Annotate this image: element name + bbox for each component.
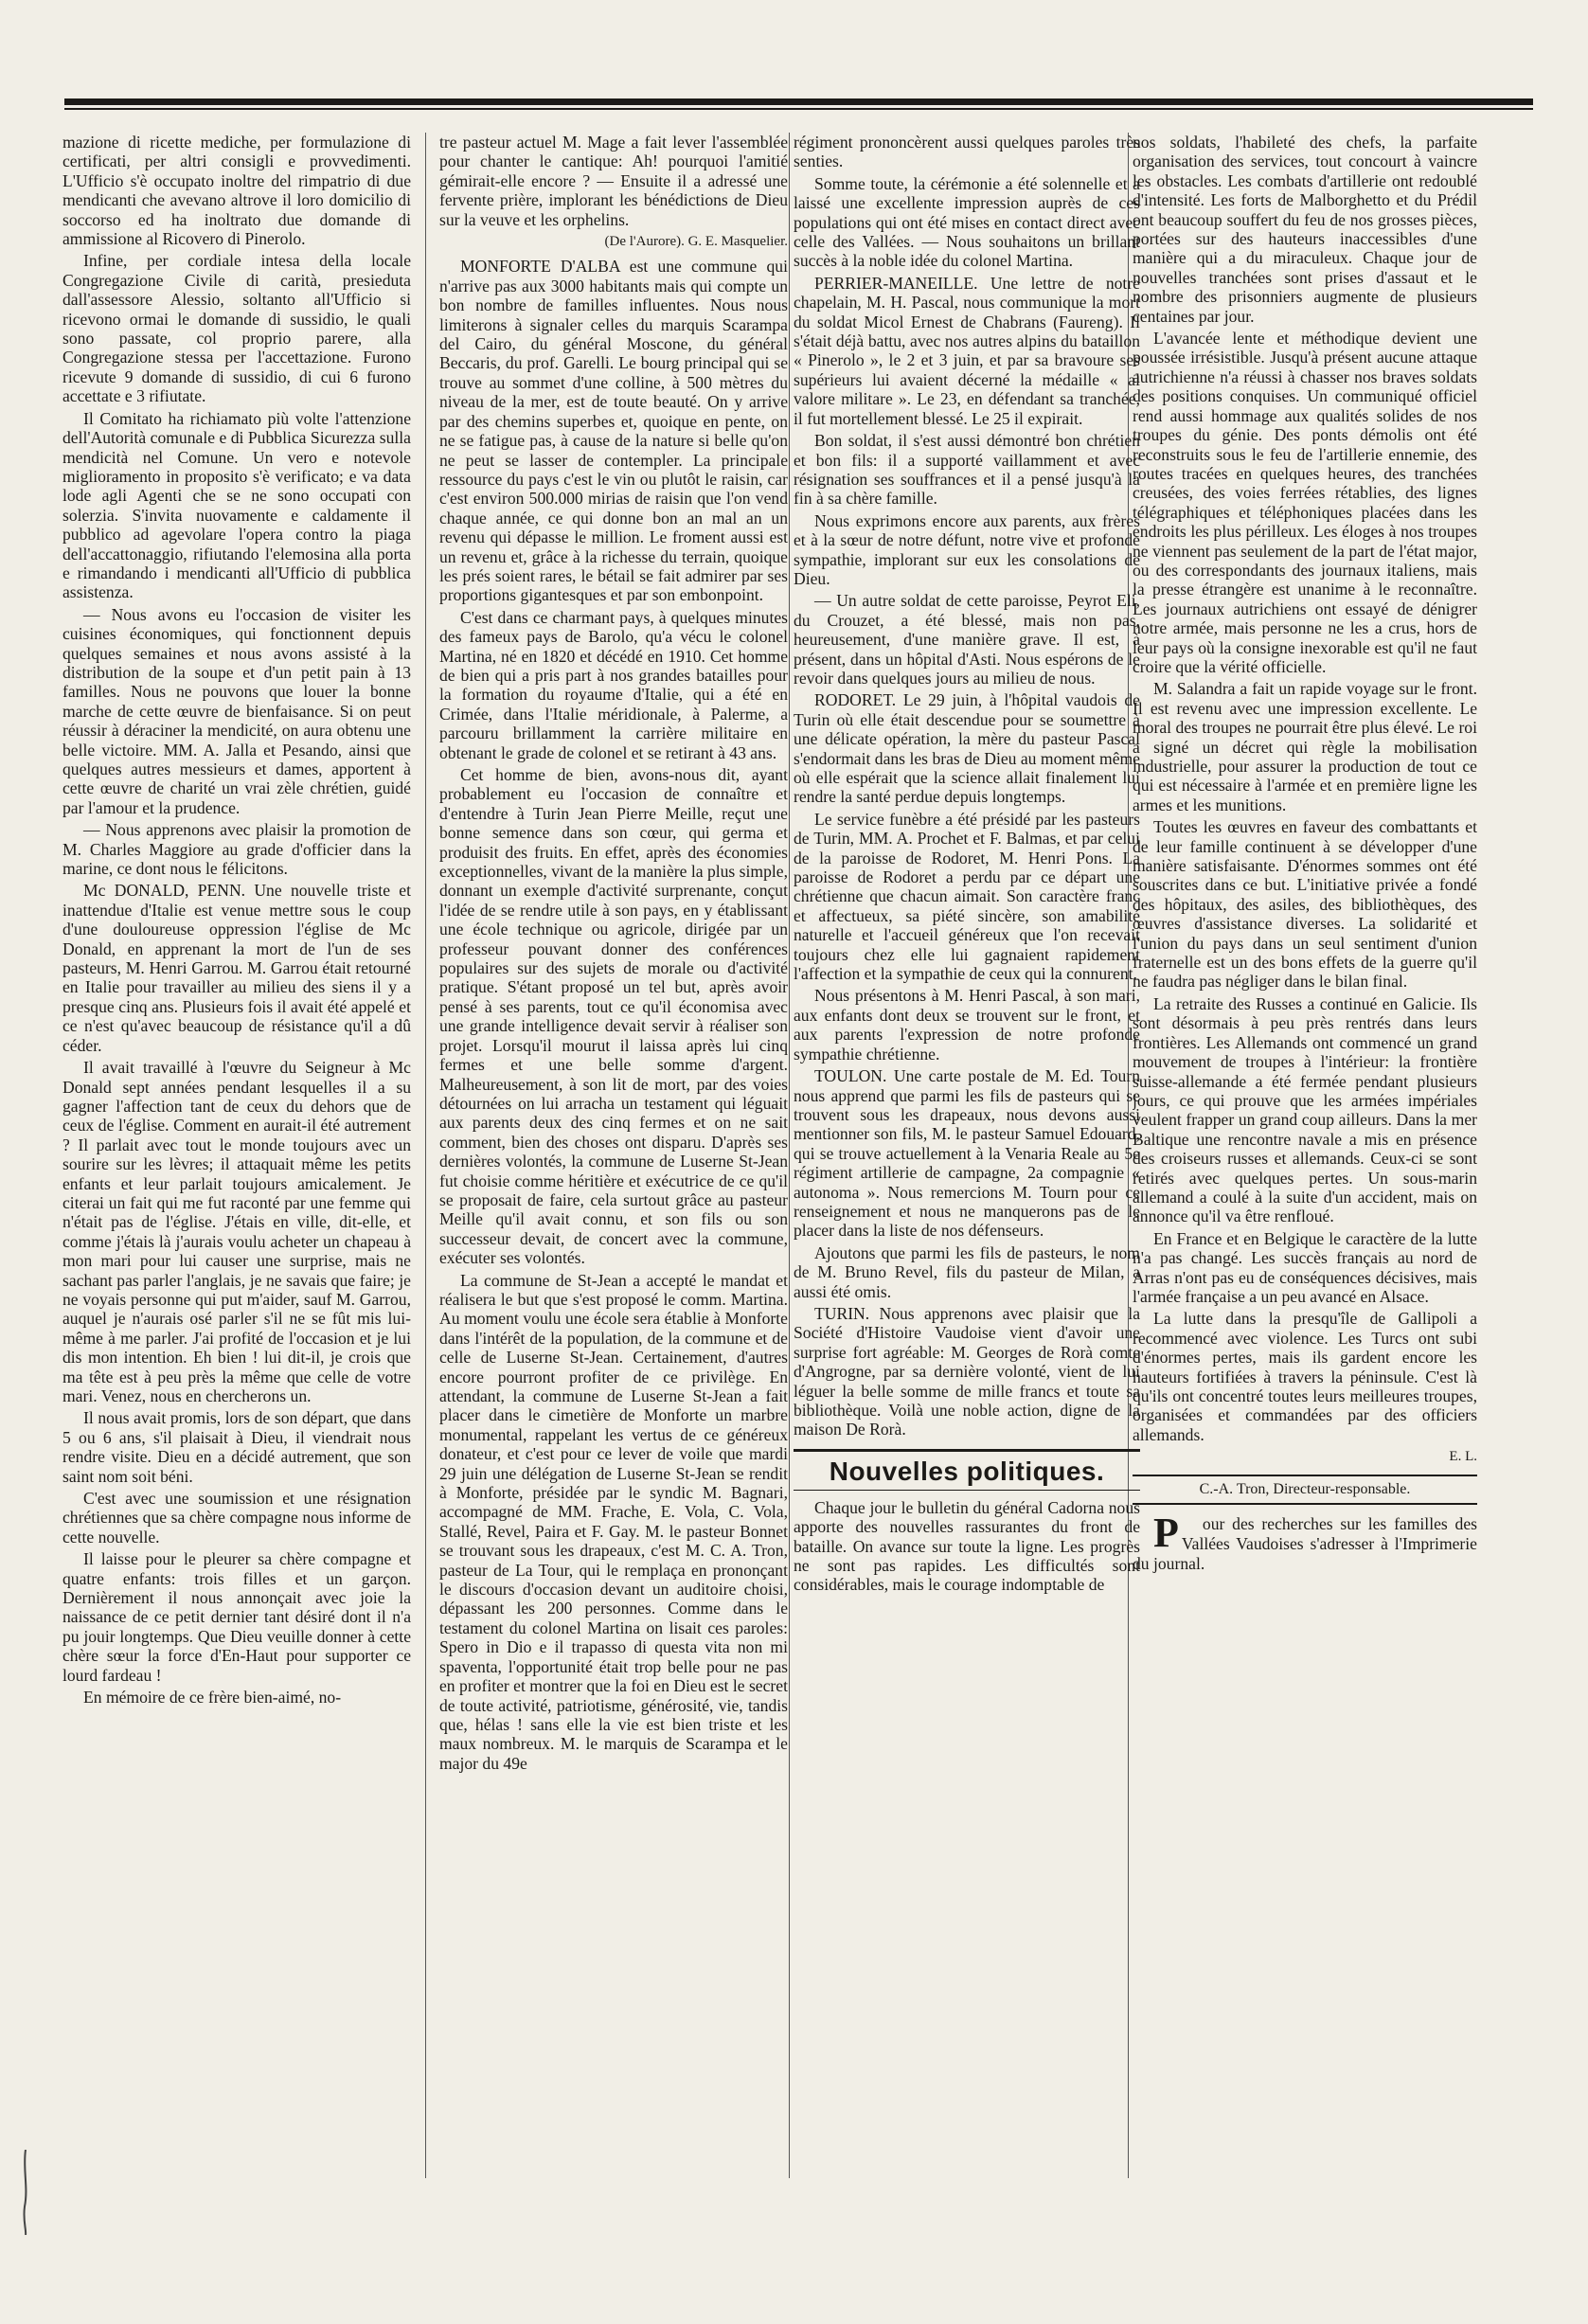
paragraph: TURIN. Nous apprenons avec plaisir que la Société d'Histoire Vaudoise vient d'avoir une surprise fort agréable: M. Georges de Rorà comte d'Angrogne, par sa dernière volonté, vient de lui léguer la belle somme de mille francs et toute sa bibliothèque. Voilà une noble action, digne de la maison De Rorà. (794, 1303, 1140, 1439)
paragraph: M. Salandra a fait un rapide voyage sur le front. Il est revenu avec une impression excellente. Le moral des troupes ne pourrait être plus élevé. Le roi a signé un décret qui règle la mobilisation industrielle, pour assurer la production de tout ce qui est nécessaire à l'armée et en première ligne les armes et les munitions. (1133, 679, 1477, 814)
drop-cap: P (1153, 1510, 1179, 1557)
paragraph: La commune de St-Jean a accepté le mandat et réalisera le but que s'est proposé le comm. Martina. Au moment voulu une école sera établie à Monforte dans l'intérêt de la population, de la commune et de celle de Luserne St-Jean. Certainement, d'autres encore pourront profiter de ce privilège. En attendant, la commune de Luserne St-Jean a fait placer dans le cimetière de Monforte un marbre monumental, rappelant les vertus de ce généreux donateur, et c'est pour ce lever de voile que mardi 29 juin une délégation de Luserne St-Jean se rendit à Monforte, présidée par le syndic M. Bagnari, accompagné de MM. Frache, E. Vola, C. Vola, Stallé, Revel, Paira et F. Gay. M. le pasteur Bonnet se trouvant sous les drapeaux, c'est M. C. A. Tron, pasteur de La Tour, qui le remplaça en prononçant le discours d'occasion devant un auditoire choisi, dépassant les 200 personnes. Comme dans le testament du colonel Martina on lisait ces paroles: Spero in Dio e il trapasso di questa vita non mi spaventa, l'opportunité était trop belle pour ne pas en profiter et montrer que la foi en Dieu est le secret de toute activité, patriotisme, générosité, vie, tandis que, hélas ! sans elle la vie est bien triste et les maux nombreux. M. le marquis de Scarampa et le major du 49e (439, 1270, 788, 1773)
advertisement (1133, 1510, 1477, 1574)
paragraph: Nous présentons à M. Henri Pascal, à son mari, aux enfants dont deux se trouvent sur le front, et aux parents l'expression de notre profonde sympathie chrétienne. (794, 986, 1140, 1064)
paragraph: tre pasteur actuel M. Mage a fait lever l'assemblée pour chanter le cantique: Ah! pourquoi l'amitié gémirait-elle encore ? — Ensuite il a adressé une fervente prière, implorant les bénédictions de Dieu sur la veuve et les orphelins. (439, 133, 788, 229)
paragraph: C'est dans ce charmant pays, à quelques minutes des fameux pays de Barolo, qu'a vécu le colonel Martina, né en 1820 et décédé en 1910. Cet homme de bien qui a pris part à nos grandes batailles pour la formation du royaume d'Italie, qui a été en Crimée, dans l'Italie méridionale, à Palerme, a parcouru brillamment la carrière militaire en obtenant le grade de colonel et se retirant à 43 ans. (439, 607, 788, 762)
paragraph: Toutes les œuvres en faveur des combattants et de leur famille continuent à se développer d'une manière satisfaisante. D'énormes sommes ont été souscrites dans ce but. L'initiative privée a fondé des hôpitaux, des asiles, des bibliothèques, des œuvres d'assistance diverses. La solidarité et l'union du pays dans un seul sentiment d'union fraternelle est un des bons effets de la guerre qu'il ne faudra pas négliger dans le bilan final. (1133, 817, 1477, 992)
column-divider (425, 133, 426, 2178)
paragraph: Le service funèbre a été présidé par les pasteurs de Turin, MM. A. Prochet et F. Balmas, et par celui de la paroisse de Rodoret, M. Henri Pons. La paroisse de Rodoret a perdu par ce départ une chrétienne que chacun aimait. Son caractère franc et affectueux, sa piété sincère, son amabilité naturelle et l'accueil généreux que l'on recevait toujours chez elle lui gagnaient rapidement l'affection et la sympathie de ceux qui la connurent. (794, 809, 1140, 984)
paragraph: TOULON. Une carte postale de M. Ed. Tourn nous apprend que parmi les fils de pasteurs qui se trouvent sous les drapeaux, nous devons aussi mentionner son fils, M. le pasteur Samuel Edouard, qui se trouve actuellement à la Venaria Reale au 5e régiment artillerie de campagne, 2a compagnie « autonoma ». Nous remercions M. Tourn pour ce renseignement et nous ne manquerons pas de le placer dans la liste de nos défenseurs. (794, 1066, 1140, 1241)
paragraph: Il avait travaillé à l'œuvre du Seigneur à Mc Donald sept années pendant lesquelles il a su gagner l'affection tant de ceux du dehors que de ceux de l'église. Comment en aurait-il été autrement ? Il parlait avec tout le monde toujours avec un sourire sur les lèvres; il attaquait même les petits enfants et leur parlait toujours amicalement. Je citerai un fait qui me fut raconté par une femme qui n'était pas de l'église. J'étais en ville, dit-elle, et comme j'étais là j'aurais voulu acheter un chapeau à mon mari pour lui causer une surprise, mais ne sachant pas parler l'anglais, je ne savais que faire; je ne voyais personne qui put m'aider, sauf M. Garrou, auquel je n'aurais osé parler s'il ne se fût mis lui-même à me parler. J'ai profité de l'occasion et je lui dis mon intention. Eh bien ! lui dit-il, je crois que ma tête est à peu près la même que celle de votre mari. Venez, nous en chercherons un. (62, 1058, 411, 1405)
paragraph: nos soldats, l'habileté des chefs, la parfaite organisation des services, tout concourt à vaincre les obstacles. Les combats d'artillerie ont redoublé d'intensité. Les forts de Malborghetto et du Prédil ont beaucoup souffert du feu de nos grosses pièces, portées sur des hauteurs inaccessibles d'une manière qui a du miraculeux. Chaque jour de nouvelles tranchées sont prises d'assaut et le nombre des prisonniers augmente de plusieurs centaines par jour. (1133, 133, 1477, 326)
paragraph: Ajoutons que parmi les fils de pasteurs, le nom de M. Bruno Revel, fils du pasteur de Milan, a aussi été omis. (794, 1242, 1140, 1301)
paragraph: La retraite des Russes a continué en Galicie. Ils sont désormais à peu près rentrés dans leurs frontières. Les Allemands ont commencé un grand mouvement de troupes à l'intérieur: la frontière suisse-allemande a été fermée pendant plusieurs jours, ce qui prouve que les armées impériales veulent frapper un grand coup ailleurs. Dans la mer Baltique une rencontre navale a mis en présence des croiseurs russes et allemands. Ceux-ci se sont retirés avec quelques pertes. Un sous-marin allemand a coulé à la suite d'un accident, mais on annonce qu'il va être renfloué. (1133, 993, 1477, 1226)
director-line: C.-A. Tron, Directeur-responsable. (1133, 1475, 1477, 1505)
column-3 (794, 133, 1140, 2301)
column-4 (1133, 133, 1477, 2301)
paragraph: Il laisse pour le pleurer sa chère compagne et quatre enfants: trois filles et un garçon. Dernièrement il nous annonçait avec joie la naissance de ce petit dernier tant désiré dont il n'a pu jouir longtemps. Que Dieu veuille donner à cette chère sœur la force d'En-Haut pour supporter ce lourd fardeau ! (62, 1549, 411, 1685)
paragraph: Infine, per cordiale intesa della locale Congregazione Civile di carità, presieduta dall'assessore Alessio, soltanto all'Ufficio si ricevono ormai le domande di sussidio, le quali sono passate, col proprio parere, alla Congregazione stessa per l'accettazione. Furono ricevute 9 domande di sussidio, di cui 6 furono accettate e 3 rifiutate. (62, 251, 411, 406)
signature: E. L. (1449, 1449, 1477, 1465)
paragraph: Somme toute, la cérémonie a été solennelle et a laissé une excellente impression auprès de ces populations qui ont été mises en contact direct avec celle des Vallées. — Nous souhaitons un brillant succès à la noble idée du colonel Martina. (794, 173, 1140, 271)
signature: (De l'Aurore). G. E. Masquelier. (604, 234, 788, 250)
paragraph: Nous exprimons encore aux parents, aux frères et à la sœur de notre défunt, notre vive et profonde sympathie, implorant sur eux les consolations de Dieu. (794, 510, 1140, 588)
paragraph: — Nous avons eu l'occasion de visiter les cuisines économiques, qui fonctionnent depuis quelques semaines et nous avons assisté à la distribution de la soupe et d'un petit pain à 13 familles. Nous ne pouvons que louer la bonne marche de cette œuvre de bienfaisance. Si on peut réussir à déraciner la mendicité, on aura obtenu une belle victoire. MM. A. Jalla et Pesando, ainsi que quelques autres messieurs et dames, apportent à cette œuvre de charité un vrai zèle chrétien, guidé par l'amour et la prudence. (62, 604, 411, 817)
paragraph: C'est avec une soumission et une résignation chrétiennes que sa chère compagne nous informe de cette nouvelle. (62, 1489, 411, 1546)
paragraph: MONFORTE D'ALBA est une commune qui n'arrive pas aux 3000 habitants mais qui compte un bon nombre de familles influentes. Nous nous limiterons à signaler celles du marquis Scarampa del Cairo, du général Moscone, du général Beccaris, du prof. Garelli. Le bourg principal qui se trouve au sommet d'une colline, à 500 mètres du niveau de la mer, est de toute beauté. On y arrive par des chemins superbes et, quoique en pente, on ne se fatigue pas, à cause de la nature si belle qu'on ne peut se lasser de contempler. La principale ressource du pays c'est le vin ou plutôt le raisin, car c'est environ 500.000 mirias de raisin que l'on vend chaque année, ce qui donne bon an mal an un revenu qui dépasse le million. Le froment aussi est un revenu et, grâce à la richesse du terrain, quoique les prés soient rares, le bétail se fait admirer par ses proportions gigantesques et par son embonpoint. (439, 257, 788, 605)
header-rule (64, 98, 1533, 105)
paragraph: Il nous avait promis, lors de son départ, que dans 5 ou 6 ans, s'il plaisait à Dieu, il viendrait nous rendre visite. Dieu en a décidé autrement, que son saint nom soit béni. (62, 1408, 411, 1486)
paragraph: Il Comitato ha richiamato più volte l'attenzione dell'Autorità comunale e di Pubblica Sicurezza sulla mendicità nel Comune. Un vero e notevole miglioramento in proposito s'è verificato; e va data lode agli Agenti che se ne sono occupati con solerzia. S'invita nuovamente e caldamente il pubblico ad agevolare l'opera contro la piaga dell'accattonaggio, rifiutando l'elemosina alla porta e rimandando i mendicanti all'Ufficio di pubblica assistenza. (62, 408, 411, 602)
scan-artifact (21, 2150, 30, 2235)
paragraph: Bon soldat, il s'est aussi démontré bon chrétien et bon fils: il a supporté vaillamment et avec résignation ses souffrances et il a pensé jusqu'à la fin à sa chère famille. (794, 431, 1140, 509)
paragraph: PERRIER-MANEILLE. Une lettre de notre chapelain, M. H. Pascal, nous communique la mort du soldat Micol Ernest de Chabrans (Faureng). Il s'était déjà battu, avec nos autres alpins du bataillon « Pinerolo », le 2 et 3 juin, et par sa bravoure ses supérieurs lui avaient décerné la médaille « al valore militare ». Le 23, en défendant sa tranchée, il fut mortellement blessé. Le 25 il expirait. (794, 273, 1140, 428)
column-divider (789, 133, 790, 2178)
column-1 (62, 133, 411, 2301)
column-2 (439, 133, 788, 2301)
paragraph: En mémoire de ce frère bien-aimé, no- (83, 1688, 342, 1707)
paragraph: mazione di ricette mediche, per formulazione di certificati, per altri consigli e provvedimenti. L'Ufficio s'è occupato inoltre del rimpatrio di due mendicanti che avevano altrove il loro domicilio di soccorso ed ha inoltrato due domande di ammissione al Ricovero di Pinerolo. (62, 133, 411, 249)
advertisement-text: our des recherches sur les familles des Vallées Vaudoises s'adresser à l'Imprimerie du journal. (1133, 1514, 1477, 1574)
header-rule-thin (64, 108, 1533, 110)
paragraph: Chaque jour le bulletin du général Cadorna nous apporte des nouvelles rassurantes du front de bataille. On avance sur toute la ligne. Les progrès ne sont pas rapides. Les difficultés sont considérables, mais le courage indomptable de (794, 1497, 1140, 1595)
paragraph: Cet homme de bien, avons-nous dit, ayant probablement eu l'occasion de connaître et d'entendre à Turin Jean Pierre Meille, reçut une bonne semence dans son cœur, qui germa et produisit des fruits. En effet, après des économies exceptionnelles, vivant de la manière la plus simple, donnant un exemple d'activité surprenante, conçut l'idée de se rendre utile à son pays, en y établissant une école technique ou agricole, dirigée par un professeur pouvant donner des conférences populaires sur des sujets de morale ou d'activité pratique. S'étant proposé un tel but, après avoir pensé à ses parents, tout ce qu'il économisa avec une grande intelligence devait servir à réaliser son projet. Lorsqu'il mourut il laissa après lui cinq fermes et une belle somme d'argent. Malheureusement, à son lit de mort, par des voies détournées on lui arracha un testament qui léguait aux parents deux des cinq fermes et on ne sait comment, bien des choses ont disparu. D'après ses dernières volontés, la commune de Luserne St-Jean fut choisie comme héritière et exécutrice de ce qu'il se proposait de faire, cela surtout grâce au pasteur Meille qu'il avait connu, et son fils ou son successeur devait, de concert avec la commune, exécuter ses volontés. (439, 765, 788, 1268)
paragraph: Mc DONALD, PENN. Une nouvelle triste et inattendue d'Italie est venue mettre sous le coup d'une douloureuse oppression l'église de Mc Donald, en apprenant la mort de l'un de ses pasteurs, M. Henri Garrou. M. Garrou était retourné en Italie pour travailler au milieu des siens il y a presque cinq ans. Plusieurs fois il avait été appelé et ce n'est qu'avec beaucoup de résistance qu'il a dû céder. (62, 881, 411, 1055)
paragraph: — Nous apprenons avec plaisir la promotion de M. Charles Maggiore au grade d'officier dans la marine, ce dont nous le félicitons. (62, 820, 411, 879)
paragraph: — Un autre soldat de cette paroisse, Peyrot Eli, du Crouzet, a été blessé, mais non pas, heureusement, d'une manière grave. Il est, à présent, dans un hôpital d'Asti. Nous espérons de le revoir dans quelques jours au milieu de nous. (794, 591, 1140, 688)
paragraph: régiment prononcèrent aussi quelques paroles très senties. (794, 133, 1140, 171)
paragraph: En France et en Belgique le caractère de la lutte n'a pas changé. Les succès français au nord de Arras n'ont pas eu de conséquences décisives, mais l'armée française a un peu avancé en Alsace. (1133, 1228, 1477, 1306)
paragraph: L'avancée lente et méthodique devient une poussée irrésistible. Jusqu'à présent aucune attaque autrichienne n'a réussi à chasser nos braves soldats des positions conquises. Un communiqué officiel rend aussi hommage aux qualités solides de nos troupes du génie. Des ponts démolis ont été reconstruits sous le feu de l'artillerie ennemie, des routes tracées en quelques heures, des tranchées creusées, des voies ferrées rétablies, des lignes télégraphiques et téléphoniques placées dans les endroits les plus périlleux. Les éloges à nos troupes ne viennent pas seulement de la part de l'état major, ou des correspondants des journaux italiens, mais la presse étrangère est unanime à le reconnaître. Les journaux autrichiens ont essayé de dénigrer notre armée, mais personne ne les a crus, hors de leur pays où la consigne inexorable est qu'il ne faut croire que la vérité officielle. (1133, 329, 1477, 676)
paragraph: RODORET. Le 29 juin, à l'hôpital vaudois de Turin où elle était descendue pour se soumettre à une délicate opération, la mère du pasteur Pascal s'endormait dans les bras de Dieu au moment même où elle espérait que la science allait finalement lui rendre la santé perdue depuis longtemps. (794, 690, 1140, 807)
paragraph: La lutte dans la presqu'île de Gallipoli a recommencé avec violence. Les Turcs ont subi d'énormes pertes, mais ils gardent encore les hauteurs fortifiées à travers la péninsule. C'est là qu'ils ont concentré toutes leurs meilleures troupes, organisées et commandées par des officiers allemands. (1133, 1309, 1477, 1444)
section-heading: Nouvelles politiques. (794, 1449, 1140, 1491)
